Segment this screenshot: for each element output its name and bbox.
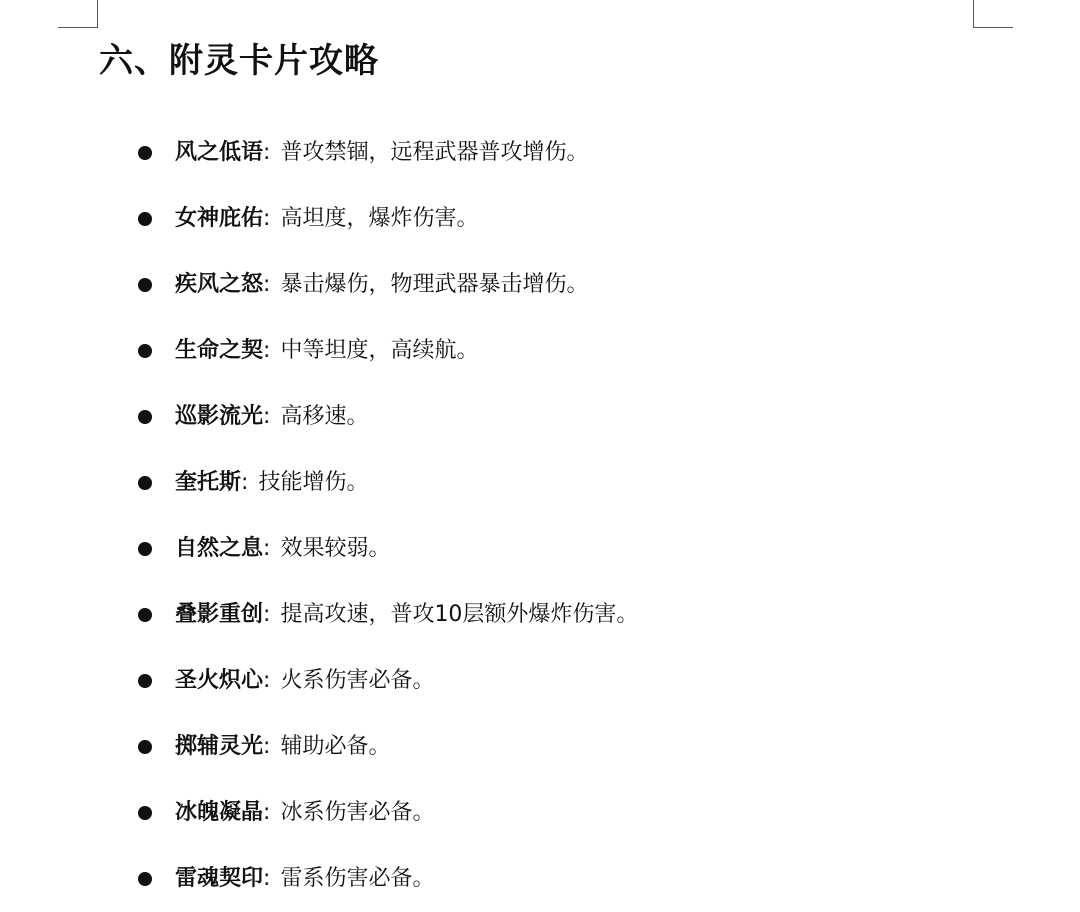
card-description: 技能增伤。 (258, 470, 369, 495)
separator: : (263, 206, 271, 231)
card-list (138, 120, 638, 912)
bullet-icon (138, 542, 152, 556)
card-description: 冰系伤害必备。 (280, 800, 435, 825)
crop-mark-top-right-horizontal (973, 27, 1013, 28)
card-name: 叠影重创 (175, 602, 264, 627)
bullet-icon (138, 212, 152, 226)
list-item (138, 780, 638, 846)
separator: : (263, 404, 271, 429)
separator: : (263, 800, 271, 825)
crop-mark-top-right-vertical (973, 0, 974, 28)
card-name: 圣火炽心 (175, 668, 264, 693)
list-item (138, 252, 638, 318)
card-description: 暴击爆伤，物理武器暴击增伤。 (280, 272, 589, 297)
separator: : (241, 470, 249, 495)
card-name: 雷魂契印 (175, 866, 264, 891)
list-item (138, 648, 638, 714)
card-description: 中等坦度，高续航。 (280, 338, 479, 363)
separator: : (263, 536, 271, 561)
card-description: 提高攻速，普攻10层额外爆炸伤害。 (280, 602, 639, 627)
list-item (138, 384, 638, 450)
bullet-icon (138, 872, 152, 886)
card-description: 火系伤害必备。 (280, 668, 435, 693)
card-name: 奎托斯 (175, 470, 242, 495)
card-name: 自然之息 (175, 536, 264, 561)
bullet-icon (138, 146, 152, 160)
bullet-icon (138, 674, 152, 688)
separator: : (263, 668, 271, 693)
card-description: 雷系伤害必备。 (280, 866, 435, 891)
bullet-icon (138, 608, 152, 622)
bullet-icon (138, 476, 152, 490)
card-name: 女神庇佑 (175, 206, 264, 231)
card-name: 疾风之怒 (175, 272, 264, 297)
bullet-icon (138, 806, 152, 820)
card-name: 巡影流光 (175, 404, 264, 429)
crop-mark-top-left-vertical (97, 0, 98, 28)
section-heading: 六、附灵卡片攻略 (99, 41, 379, 81)
list-item (138, 186, 638, 252)
separator: : (263, 602, 271, 627)
card-name: 掷辅灵光 (175, 734, 264, 759)
separator: : (263, 272, 271, 297)
list-item (138, 318, 638, 384)
list-item (138, 714, 638, 780)
separator: : (263, 338, 271, 363)
list-item (138, 120, 638, 186)
card-description: 高移速。 (280, 404, 369, 429)
card-name: 生命之契 (175, 338, 264, 363)
card-description: 普攻禁锢，远程武器普攻增伤。 (280, 140, 589, 165)
separator: : (263, 140, 271, 165)
bullet-icon (138, 410, 152, 424)
separator: : (263, 866, 271, 891)
list-item (138, 582, 638, 648)
list-item (138, 846, 638, 912)
bullet-icon (138, 740, 152, 754)
list-item (138, 516, 638, 582)
card-name: 冰魄凝晶 (175, 800, 264, 825)
bullet-icon (138, 278, 152, 292)
separator: : (263, 734, 271, 759)
crop-mark-top-left-horizontal (58, 27, 98, 28)
list-item (138, 450, 638, 516)
card-description: 效果较弱。 (280, 536, 391, 561)
card-description: 高坦度，爆炸伤害。 (280, 206, 479, 231)
bullet-icon (138, 344, 152, 358)
card-description: 辅助必备。 (280, 734, 391, 759)
card-name: 风之低语 (175, 140, 264, 165)
